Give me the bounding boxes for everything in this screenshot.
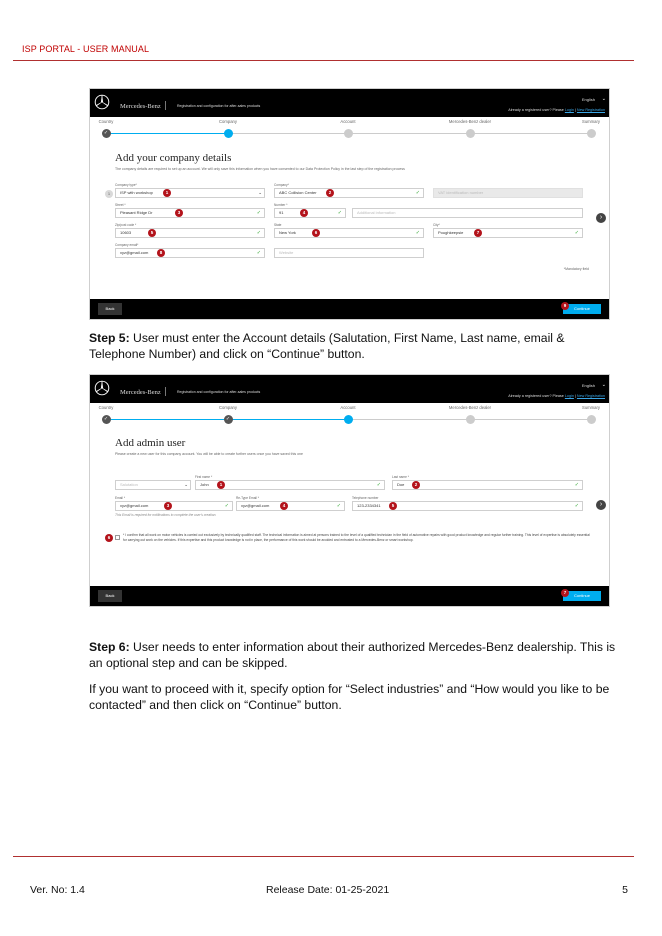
zip-value: 10603 [120, 230, 132, 235]
annotation-badge-5: 5 [389, 502, 397, 510]
login-link[interactable]: Login [564, 108, 574, 112]
new-registration-link[interactable]: New Registration [576, 394, 605, 398]
additional-info-input[interactable]: Additional information [352, 208, 583, 218]
step-dot-summary [587, 415, 596, 424]
step-label-account: Account [340, 119, 356, 124]
step-label-company: Company [219, 119, 237, 124]
confirm-checkbox[interactable] [115, 535, 120, 540]
annotation-badge-1: 1 [217, 481, 225, 489]
retype-email-label: Re-Type Email * [236, 496, 260, 500]
company-email-input[interactable] [115, 248, 265, 258]
step-label-company: Company [219, 405, 237, 410]
page-subtitle: The company details are required to set up an account. We will only save this information when you have consented to our Data Protection Policy in the last step of the registration process [115, 167, 405, 171]
step-dot-dealer [466, 415, 475, 424]
telephone-input[interactable] [352, 501, 583, 511]
back-button[interactable]: Back [98, 303, 122, 315]
progress-stepper [90, 118, 609, 140]
chevron-down-icon: ⌄ [258, 190, 262, 195]
step-dot-account [344, 129, 353, 138]
page-subtitle: Please create a new user for this company account. You will be able to create further users once you have saved this one [115, 452, 303, 456]
chevron-down-icon: ⌄ [184, 482, 188, 487]
company-value: ABC Collision Center [279, 190, 317, 195]
step-label-summary: Summary [582, 405, 600, 410]
email-value: xyz@gmail.com [120, 250, 149, 255]
state-value: New York [279, 230, 296, 235]
company-type-label: Company type* [115, 183, 137, 187]
company-details-screenshot [89, 88, 610, 320]
website-input[interactable]: Website [274, 248, 424, 258]
step-dot-account[interactable] [344, 415, 353, 424]
step6-text: User needs to enter information about their authorized Mercedes-Benz dealership. This is an optional step and can be skipped. [89, 640, 616, 670]
footer-release-date: Release Date: 01-25-2021 [266, 884, 390, 896]
check-icon: ✓ [256, 230, 261, 236]
language-select[interactable]: English [581, 383, 595, 388]
tagline: Registration and configuration for after-sales products [177, 104, 261, 108]
next-arrow-icon[interactable]: › [596, 500, 606, 510]
email-value: xyz@gmail.com [120, 503, 149, 508]
company-label: Company* [274, 183, 289, 187]
check-icon: ✓ [574, 230, 579, 236]
check-icon: ✓ [337, 210, 342, 216]
annotation-badge-3: 3 [175, 209, 183, 217]
login-link[interactable]: Login [564, 394, 574, 398]
step6-paragraph [89, 640, 619, 671]
step5-paragraph [89, 331, 619, 362]
footer-page-number: 5 [622, 884, 628, 896]
step5-text: User must enter the Account details (Salutation, First Name, Last name, email & Telephone Number) and click on “Continue” button. [89, 331, 565, 361]
mercedes-star-icon [94, 380, 110, 396]
last-name-input[interactable] [392, 480, 583, 490]
chevron-down-icon[interactable]: ⌄ [601, 96, 606, 102]
confirm-text: * I confirm that all work on motor vehicles is carried out exclusively by technically qualified staff. The technical information is aimed at persons trained to the level of a qualified technician in the field of automotive repairs with good product knowledge and regular further training. This level of expertise is absolutely essential for carrying out work on the vehicles. If this expertise and this product knowledge is not in place, the performance of this work should be avoided and entrusted to a Mercedes-Benz or smart workshop. [123, 533, 590, 542]
street-input[interactable] [115, 208, 265, 218]
company-input[interactable] [274, 188, 424, 198]
check-icon: ✓ [256, 250, 261, 256]
check-icon: ✓ [574, 503, 579, 509]
step-label-dealer: Mercedes-Benz dealer [448, 119, 492, 124]
first-name-label: First name * [195, 475, 213, 479]
step5-label: Step 5: [89, 331, 130, 345]
email-label: Company email* [115, 243, 139, 247]
next-arrow-icon[interactable]: › [596, 213, 606, 223]
back-button[interactable]: Back [98, 590, 122, 602]
document-header-title: ISP PORTAL - USER MANUAL [22, 44, 150, 54]
salutation-select[interactable] [115, 480, 191, 490]
language-select[interactable]: English [581, 97, 595, 102]
city-value: Poughkeepsie [438, 230, 464, 235]
zip-input[interactable] [115, 228, 265, 238]
last-name-value: Doe [397, 482, 405, 487]
continue-button[interactable]: Continue [563, 304, 601, 314]
link-separator: | [574, 394, 576, 398]
already-registered-text: Already a registered user? Please [508, 394, 564, 398]
telephone-label: Telephone number [352, 496, 379, 500]
footer-rule [13, 856, 634, 857]
footer-version: Ver. No: 1.4 [30, 884, 85, 896]
annotation-badge-1: 1 [163, 189, 171, 197]
step6-paragraph-2: If you want to proceed with it, specify option for “Select industries” and “How would you like to be contacted” and then click on “Continue” button. [89, 682, 610, 712]
top-bar [90, 89, 609, 117]
mercedes-star-icon [94, 94, 110, 110]
continue-button[interactable]: Continue [563, 591, 601, 601]
annotation-badge-7: 7 [474, 229, 482, 237]
annotation-badge-4: 4 [280, 502, 288, 510]
check-icon: ✓ [336, 503, 341, 509]
page-title: Add admin user [115, 437, 186, 449]
email-hint: This Email is required for notifications to complete the user's creation. [115, 513, 217, 517]
step-dot-company[interactable]: ✓ [224, 415, 233, 424]
header-rule [13, 60, 634, 61]
footer-bar [90, 586, 609, 606]
company-type-select[interactable] [115, 188, 265, 198]
step-dot-summary [587, 129, 596, 138]
check-icon: ✓ [256, 210, 261, 216]
step-dot-country[interactable]: ✓ [102, 129, 111, 138]
email-label: Email * [115, 496, 126, 500]
annotation-badge-3: 3 [164, 502, 172, 510]
chevron-down-icon[interactable]: ⌄ [601, 382, 606, 388]
check-icon: ✓ [415, 230, 420, 236]
new-registration-link[interactable]: New Registration [576, 108, 605, 112]
check-icon: ✓ [415, 190, 420, 196]
first-name-value: John [200, 482, 209, 487]
telephone-value: 123-2334341 [357, 503, 381, 508]
brand-separator [165, 101, 166, 110]
city-input[interactable] [433, 228, 583, 238]
check-icon: ✓ [376, 482, 381, 488]
street-value: Pleasant Ridge Dr [120, 210, 153, 215]
salutation-placeholder: Salutation [120, 482, 138, 487]
step-dot-country[interactable]: ✓ [102, 415, 111, 424]
vat-input[interactable]: VAT identification number [433, 188, 583, 198]
number-label: Number * [274, 203, 288, 207]
check-icon: ✓ [574, 482, 579, 488]
top-bar [90, 375, 609, 403]
registered-user-line [508, 108, 605, 112]
step6-label: Step 6: [89, 640, 130, 654]
state-input[interactable] [274, 228, 424, 238]
annotation-badge-8: 8 [157, 249, 165, 257]
step-label-country: Country [98, 405, 114, 410]
email-input[interactable] [115, 501, 233, 511]
annotation-badge-6: 6 [105, 534, 113, 542]
step-label-summary: Summary [582, 119, 600, 124]
state-label: State [274, 223, 282, 227]
brand-separator [165, 387, 166, 396]
retype-email-value: xyz@gmail.com [241, 503, 270, 508]
left-step-marker: 1 [105, 190, 113, 198]
page-title: Add your company details [115, 152, 232, 164]
step-label-account: Account [340, 405, 356, 410]
brand-name: Mercedes-Benz [120, 103, 161, 110]
street-label: Street * [115, 203, 126, 207]
tagline: Registration and configuration for after-sales products [177, 390, 261, 394]
stepper-progress [106, 133, 226, 134]
brand-name: Mercedes-Benz [120, 389, 161, 396]
annotation-badge-6: 6 [312, 229, 320, 237]
annotation-badge-7: 7 [561, 589, 569, 597]
step-label-dealer: Mercedes-Benz dealer [448, 405, 492, 410]
annotation-badge-4: 4 [300, 209, 308, 217]
step-dot-dealer [466, 129, 475, 138]
city-label: City* [433, 223, 440, 227]
company-type-value: ISP with workshop [120, 190, 153, 195]
link-separator: | [574, 108, 576, 112]
progress-stepper [90, 404, 609, 426]
last-name-label: Last name * [392, 475, 410, 479]
annotation-badge-2: 2 [412, 481, 420, 489]
zip-label: Zip/post code * [115, 223, 137, 227]
retype-email-input[interactable] [236, 501, 345, 511]
registered-user-line [508, 394, 605, 398]
annotation-badge-2: 2 [326, 189, 334, 197]
step-dot-company[interactable] [224, 129, 233, 138]
already-registered-text: Already a registered user? Please [508, 108, 564, 112]
annotation-badge-5: 5 [148, 229, 156, 237]
check-icon: ✓ [224, 503, 229, 509]
admin-user-screenshot [89, 374, 610, 607]
annotation-badge-9: 9 [561, 302, 569, 310]
footer-bar [90, 299, 609, 319]
number-input[interactable] [274, 208, 346, 218]
mandatory-note: *Mandatory field [563, 267, 589, 271]
number-value: 91 [279, 210, 284, 215]
step-label-country: Country [98, 119, 114, 124]
